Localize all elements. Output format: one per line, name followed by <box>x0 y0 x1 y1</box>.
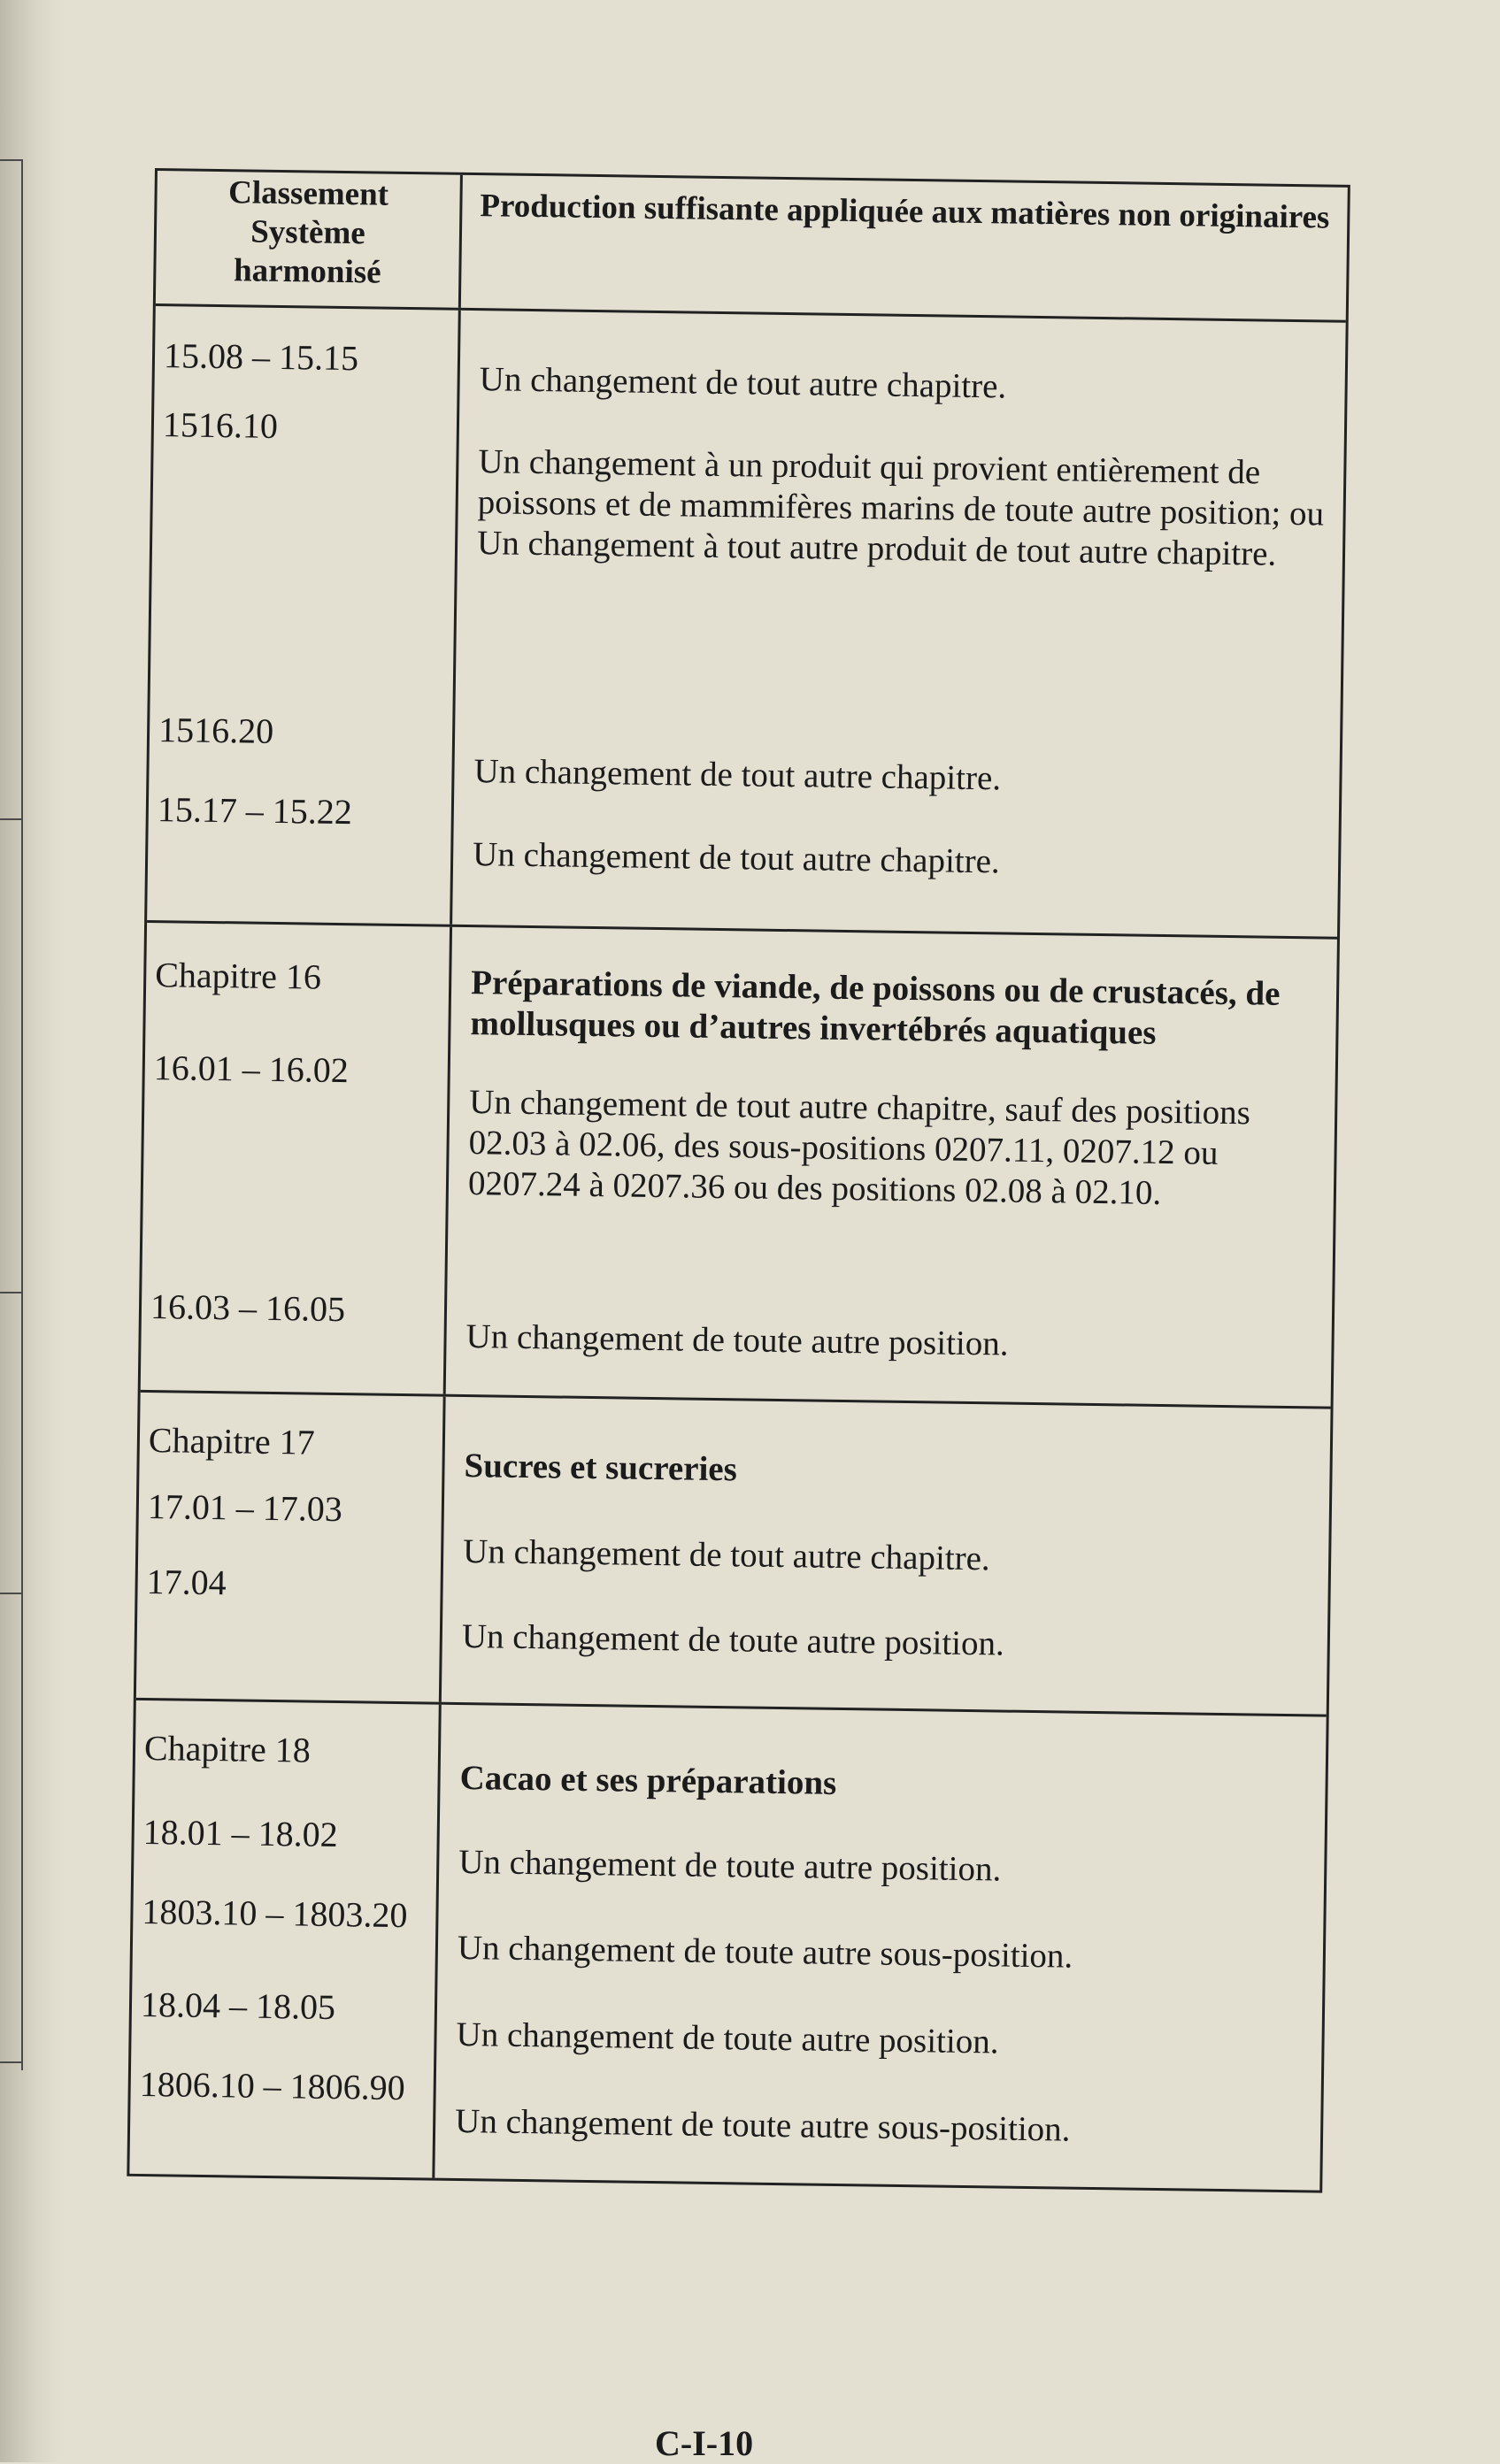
origin-rule: Un changement de tout autre chapitre. <box>473 752 1002 798</box>
origin-rule: Un changement de tout autre chapitre, sauf des positions 02.03 à 02.06, des sous-positions 0207.11, 0207.12 ou 0207.24 à 0207.36 ou des positions 02.08 à 02.10. <box>467 1083 1251 1212</box>
hs-code: 17.01 – 17.03 <box>147 1486 343 1530</box>
section-chapter-17 <box>136 1393 1331 1717</box>
chapter-title: Préparations de viande, de poissons ou de crustacés, de mollusques ou d’autres invertébrés aquatiques <box>470 963 1281 1052</box>
origin-rule: Un changement à un produit qui provient entièrement de poissons et de mammifères marins de toute autre position; ou Un changement à tout autre produit de tout autre chapitre. <box>476 442 1325 573</box>
header-left-line: harmonisé <box>233 252 381 291</box>
hs-code: 1516.10 <box>162 404 279 446</box>
chapter-title: Sucres et sucreries <box>464 1447 738 1489</box>
page-number: C-I-10 <box>655 2423 754 2463</box>
origin-rule: Un changement de tout autre chapitre. <box>472 835 1001 881</box>
hs-code: 16.01 – 16.02 <box>153 1048 350 1091</box>
hs-code: 1806.10 – 1806.90 <box>139 2063 406 2108</box>
origin-rule: Un changement de toute autre sous-position. <box>454 2101 1071 2149</box>
origin-rule: Un changement de tout autre chapitre. <box>462 1532 991 1578</box>
hs-code: 15.08 – 15.15 <box>163 335 359 379</box>
header-left-line: Classement <box>227 174 389 213</box>
header-left-line: Système <box>250 213 366 252</box>
table-header <box>156 171 1348 323</box>
origin-rule: Un changement de toute autre position. <box>458 1842 1002 1889</box>
rules-of-origin-table <box>127 168 1350 2193</box>
hs-code: 1803.10 – 1803.20 <box>142 1891 408 1936</box>
hs-code: 18.01 – 18.02 <box>142 1812 339 1855</box>
section-chapter-15 <box>147 306 1346 940</box>
chapter-title: Cacao et ses préparations <box>459 1758 837 1802</box>
hs-code: 16.03 – 16.05 <box>150 1286 346 1330</box>
hs-code: 15.17 – 15.22 <box>157 789 353 833</box>
facing-page-border <box>0 159 23 2070</box>
header-hs-classification <box>156 171 463 308</box>
section-chapter-18 <box>129 1700 1326 2191</box>
hs-code: 17.04 <box>146 1562 227 1603</box>
origin-rule: Un changement de tout autre chapitre. <box>479 360 1007 406</box>
header-sufficient-production: Production suffisante appliquée aux matières non originaires <box>480 188 1330 236</box>
chapter-label: Chapitre 18 <box>143 1728 312 1770</box>
chapter-label: Chapitre 16 <box>154 955 322 997</box>
hs-code: 1516.20 <box>158 710 274 751</box>
origin-rule: Un changement de toute autre position. <box>456 2015 999 2061</box>
origin-rule: Un changement de toute autre sous-position. <box>457 1928 1073 1976</box>
hs-code: 18.04 – 18.05 <box>140 1984 336 2028</box>
origin-rule: Un changement de toute autre position. <box>461 1617 1005 1663</box>
chapter-label: Chapitre 17 <box>148 1420 315 1462</box>
section-chapter-16 <box>141 923 1337 1409</box>
origin-rule: Un changement de toute autre position. <box>465 1317 1009 1363</box>
